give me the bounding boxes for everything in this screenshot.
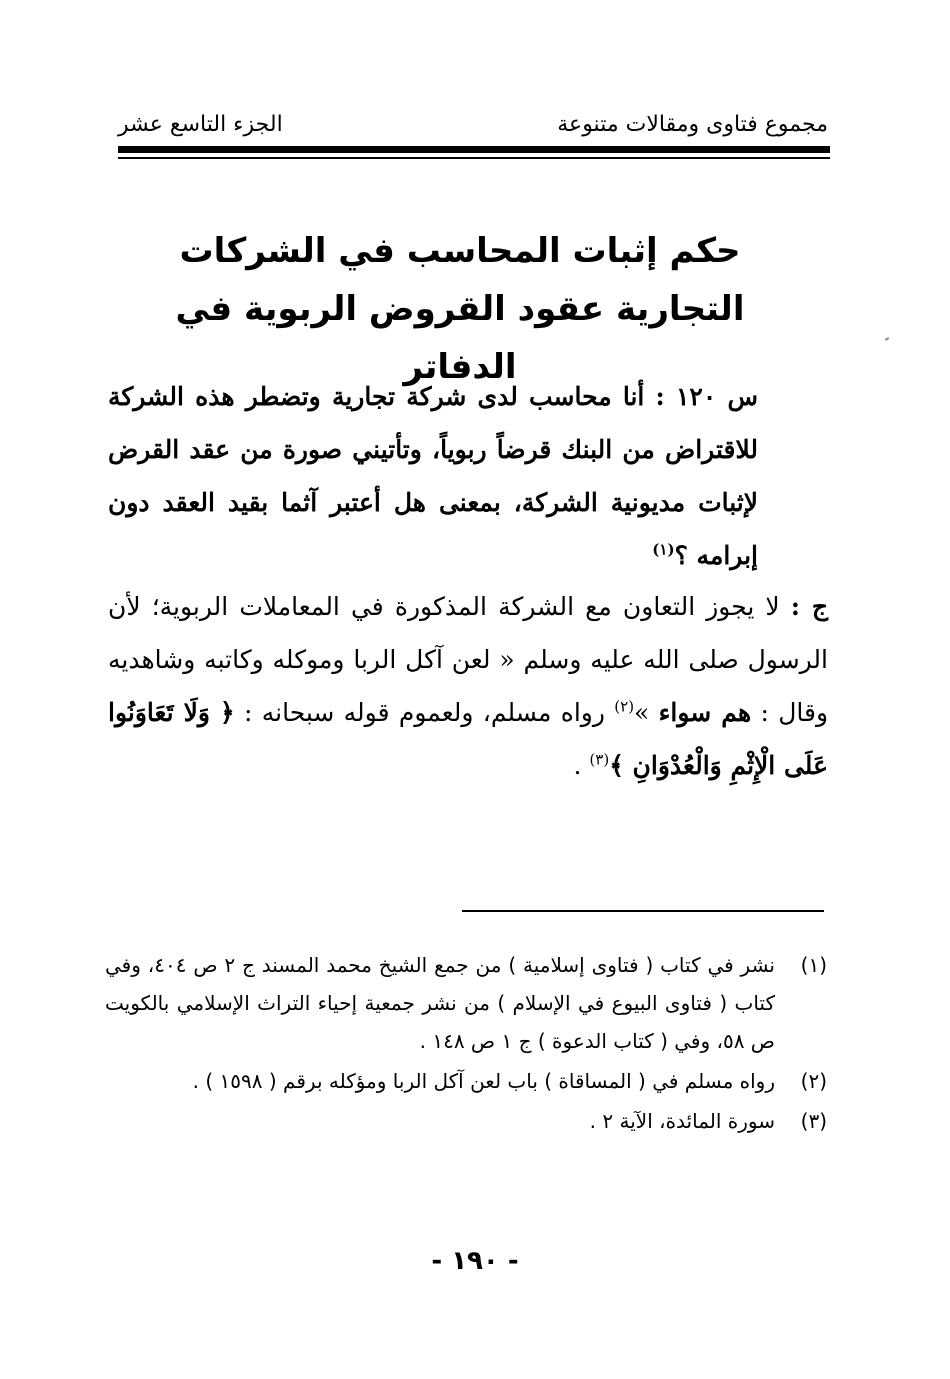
answer-paragraph — [108, 580, 828, 792]
footnote-3 — [105, 1102, 827, 1140]
footnote-1 — [105, 946, 827, 1060]
footnote-text: سورة المائدة، الآية ٢ . — [589, 1109, 775, 1133]
question-text: أنا محاسب لدى شركة تجارية وتضطر هذه الشركة للاقتراض من البنك قرضاً ربوياً، وتأتيني صورة من عقد القرض لإثبات مديونية الشركة، بمعنى هل أعتبر آثما بقيد العقد دون إبرامه ؟ — [108, 382, 758, 570]
answer-text-2: رواه مسلم، ولعموم قوله سبحانه : — [243, 698, 605, 727]
footnotes — [105, 946, 827, 1142]
footnote-ref-3: (٣) — [589, 750, 610, 769]
answer-text-1: لا يجوز التعاون مع الشركة المذكورة في المعاملات الربوية؛ لأن الرسول صلى الله عليه وسلم « لعن آكل الربا وموكله وكاتبه وشاهديه وقال : — [108, 592, 829, 727]
answer-label: ج : — [790, 592, 828, 621]
title-line-2: التجارية عقود القروض الربوية في الدفاتر — [175, 289, 745, 387]
quran-verse: ﴿ وَلَا تَعَاوَنُوا عَلَى الْإِثْمِ وَالْعُدْوَانِ ﴾ — [108, 698, 828, 780]
footnote-marker: (٣) — [800, 1109, 827, 1133]
answer-end: . — [573, 751, 582, 780]
footnote-text: نشر في كتاب ( فتاوى إسلامية ) من جمع الشيخ محمد المسند ج ٢ ص ٤٠٤، وفي كتاب ( فتاوى البيوع في الإسلام ) من نشر جمعية إحياء التراث الإسلامي بالكويت ص ٥٨، وفي ( كتاب الدعوة ) ج ١ ص ١٤٨ . — [105, 953, 775, 1053]
book-title: مجموع فتاوى ومقالات متنوعة — [557, 112, 828, 137]
footnote-2 — [105, 1062, 827, 1100]
hadith-quote: هم سواء — [658, 698, 752, 727]
hadith-close-mark: » — [634, 698, 650, 727]
question-label: س ١٢٠ : — [655, 382, 758, 411]
volume-label: الجزء التاسع عشر — [118, 112, 283, 137]
running-header — [118, 108, 828, 144]
footnote-ref-2: (٢) — [614, 697, 635, 716]
footnote-text: رواه مسلم في ( المساقاة ) باب لعن آكل الربا ومؤكله برقم ( ١٥٩٨ ) . — [192, 1069, 775, 1093]
header-rule-thin — [118, 157, 830, 159]
footnote-ref-1: (١) — [652, 540, 675, 559]
page-number: - ١٩٠ - — [431, 1246, 519, 1276]
header-rule-thick — [118, 146, 830, 153]
question-paragraph — [108, 370, 758, 582]
footnote-separator — [462, 910, 824, 912]
footnote-marker: (١) — [800, 953, 827, 977]
title-line-1: حكم إثبات المحاسب في الشركات — [179, 231, 741, 271]
footnote-marker: (٢) — [800, 1069, 827, 1093]
scan-speck — [885, 337, 889, 341]
